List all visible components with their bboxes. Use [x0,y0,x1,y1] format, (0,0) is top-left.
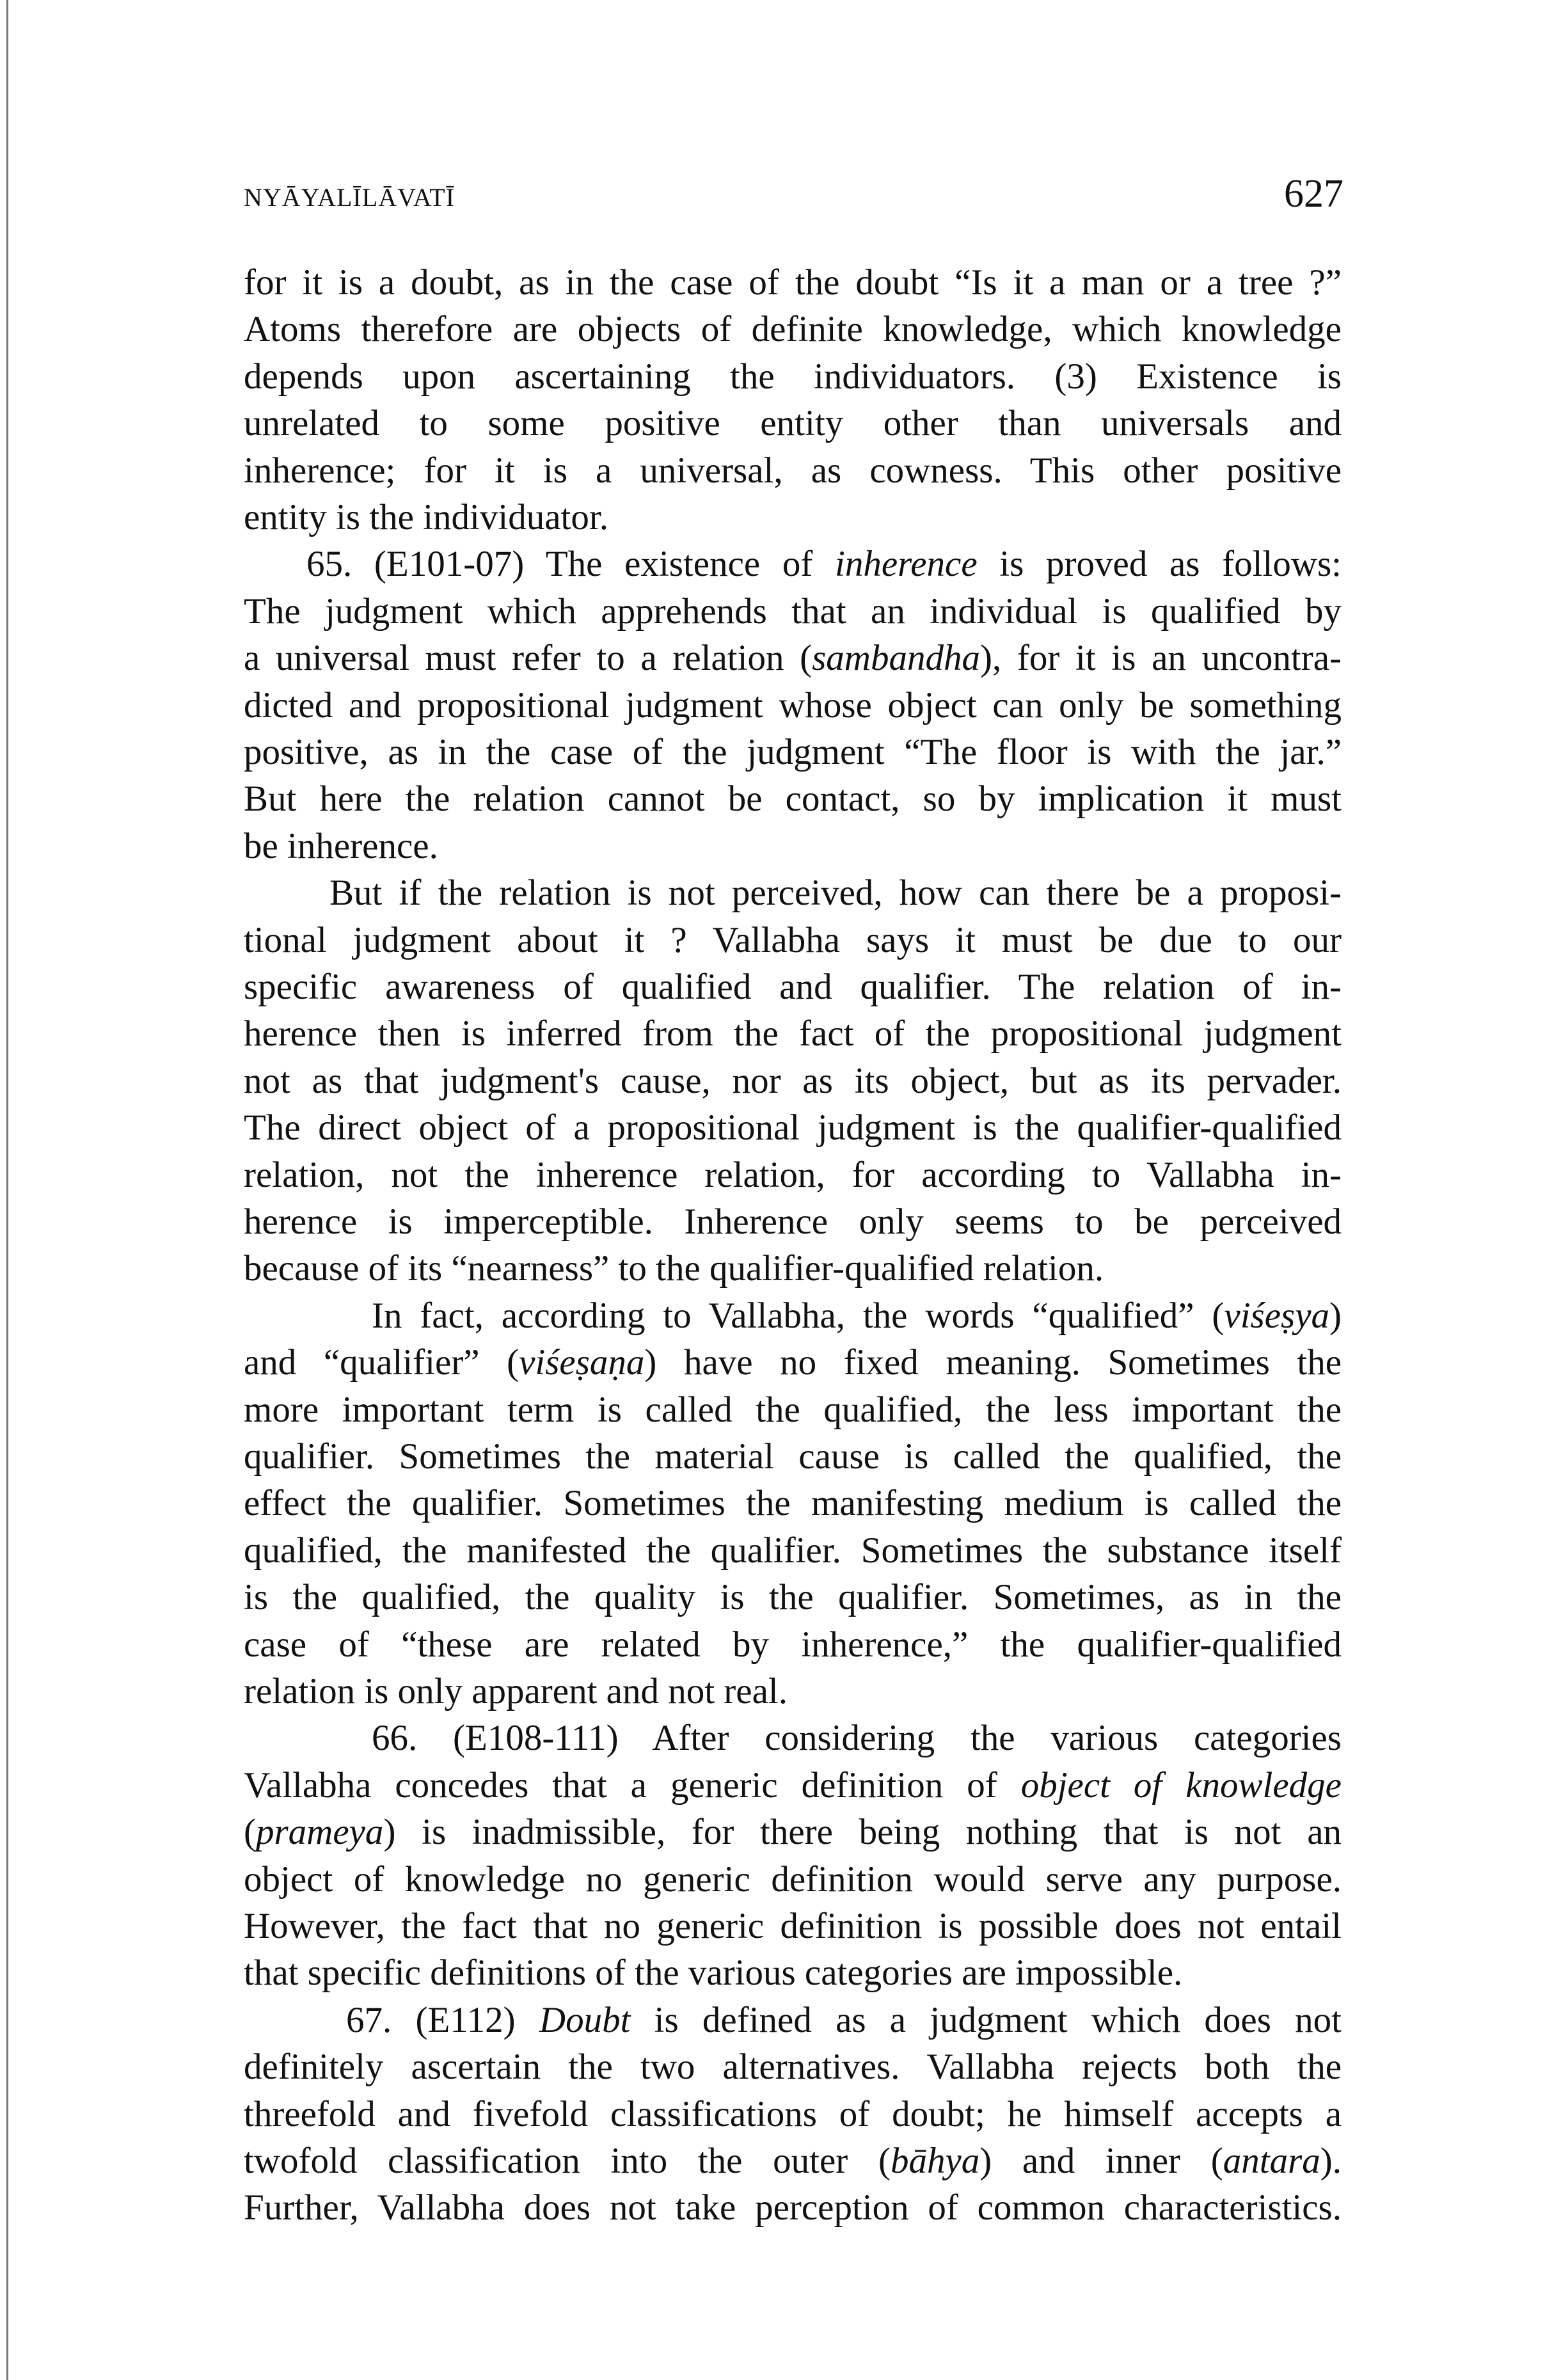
text-line [372,1292,1342,1339]
italic-term: object of knowledge [1020,1765,1342,1805]
text-line [346,1997,1342,2043]
text-line: qualified, the manifested the qualifier. Sometimes the substance itself [244,1530,1342,1571]
text-line: herence then is inferred from the fact of the propositional judgment [244,1013,1342,1054]
text-line: Further, Vallabha does not take perception of common characteristics. [244,2187,1342,2228]
italic-term: Doubt [539,1999,631,2040]
text-segment: 65. (E101-07) The existence of [306,544,836,585]
text-line: The judgment which apprehends that an individual is qualified by [244,591,1342,631]
text-line: However, the fact that no generic definition is possible does not entail [244,1906,1342,1946]
text-segment: ( [244,1812,256,1853]
text-line: specific awareness of qualified and qualifier. The relation of in- [244,967,1342,1007]
text-segment: ), for it is an uncontra- [979,638,1342,679]
text-line: dicted and propositional judgment whose object can only be something [244,685,1342,726]
text-segment: Vallabha concedes that a generic definition of [244,1765,1021,1805]
italic-term: viśeṣya [1224,1295,1330,1336]
scan-page-edge [6,0,8,2380]
italic-term: viśeṣaṇa [519,1342,645,1383]
italic-term: antara [1223,2141,1320,2181]
text-line: not as that judgment's cause, nor as its object, but as its pervader. [244,1060,1342,1101]
text-line: qualifier. Sometimes the material cause is called the qualified, the [244,1436,1342,1477]
text-line: relation, not the inherence relation, for according to Vallabha in- [244,1154,1342,1195]
text-line: depends upon ascertaining the individuators. (3) Existence is [244,356,1342,397]
running-head: NYĀYALĪLĀVATĪ [244,183,456,212]
text-segment: ) [1329,1295,1342,1336]
text-line [244,1762,1342,1809]
text-line: The direct object of a propositional judgment is the qualifier-qualified [244,1107,1342,1148]
text-line [244,2138,1342,2184]
text-line: is the qualified, the quality is the qualifier. Sometimes, as in the [244,1577,1342,1618]
text-segment: and “qualifier” ( [244,1342,519,1383]
text-line: inherence; for it is a universal, as cowness. This other positive [244,450,1342,491]
text-line: unrelated to some positive entity other than universals and [244,403,1342,444]
text-line: case of “these are related by inherence,” the qualifier-qualified [244,1624,1342,1665]
text-line: herence is imperceptible. Inherence only seems to be perceived [244,1202,1342,1242]
text-line: object of knowledge no generic definition would serve any purpose. [244,1859,1342,1900]
text-line: 66. (E108-111) After considering the various categories [372,1718,1342,1759]
text-line: Atoms therefore are objects of definite knowledge, which knowledge [244,309,1342,350]
text-segment: a universal must refer to a relation ( [244,638,812,679]
text-line: threefold and fivefold classifications of doubt; he himself accepts a [244,2093,1342,2134]
italic-term: inherence [835,544,978,585]
text-line: for it is a doubt, as in the case of the doubt “Is it a man or a tree ?” [244,262,1342,303]
text-line: But if the relation is not perceived, how can there be a proposi- [329,873,1342,914]
text-line: definitely ascertain the two alternatives. Vallabha rejects both the [244,2047,1342,2088]
text-line: effect the qualifier. Sometimes the manifesting medium is called the [244,1483,1342,1524]
text-line [244,1809,1342,1855]
text-segment: ) have no fixed meaning. Sometimes the [644,1342,1342,1383]
text-line: positive, as in the case of the judgment “The floor is with the jar.” [244,732,1342,772]
italic-term: prameya [255,1812,384,1853]
text-line: tional judgment about it ? Vallabha says it must be due to our [244,919,1342,960]
text-line: more important term is called the qualified, the less important the [244,1389,1342,1430]
italic-term: sambandha [812,638,980,679]
text-segment: In fact, according to Vallabha, the words “qualified” ( [372,1295,1224,1336]
text-line: be inherence. [244,825,438,866]
text-segment: 67. (E112) [346,1999,539,2040]
text-segment: is defined as a judgment which does not [630,1999,1342,2040]
text-segment: ). [1320,2141,1342,2181]
italic-term: bāhya [890,2141,980,2181]
text-line [306,541,1342,587]
page-number: 627 [1284,172,1343,216]
text-line [244,635,1342,681]
text-line: because of its “nearness” to the qualifier-qualified relation. [244,1248,1104,1289]
text-line: entity is the individuator. [244,497,608,537]
text-line: that specific definitions of the various categories are impossible. [244,1953,1183,1994]
text-line: But here the relation cannot be contact, so by implication it must [244,779,1342,820]
text-segment: twofold classification into the outer ( [244,2141,891,2181]
text-segment: is proved as follows: [977,544,1342,585]
text-line: relation is only apparent and not real. [244,1671,788,1711]
text-line [244,1339,1342,1386]
text-segment: ) and inner ( [979,2141,1223,2181]
text-segment: ) is inadmissible, for there being nothing that is not an [383,1812,1342,1853]
